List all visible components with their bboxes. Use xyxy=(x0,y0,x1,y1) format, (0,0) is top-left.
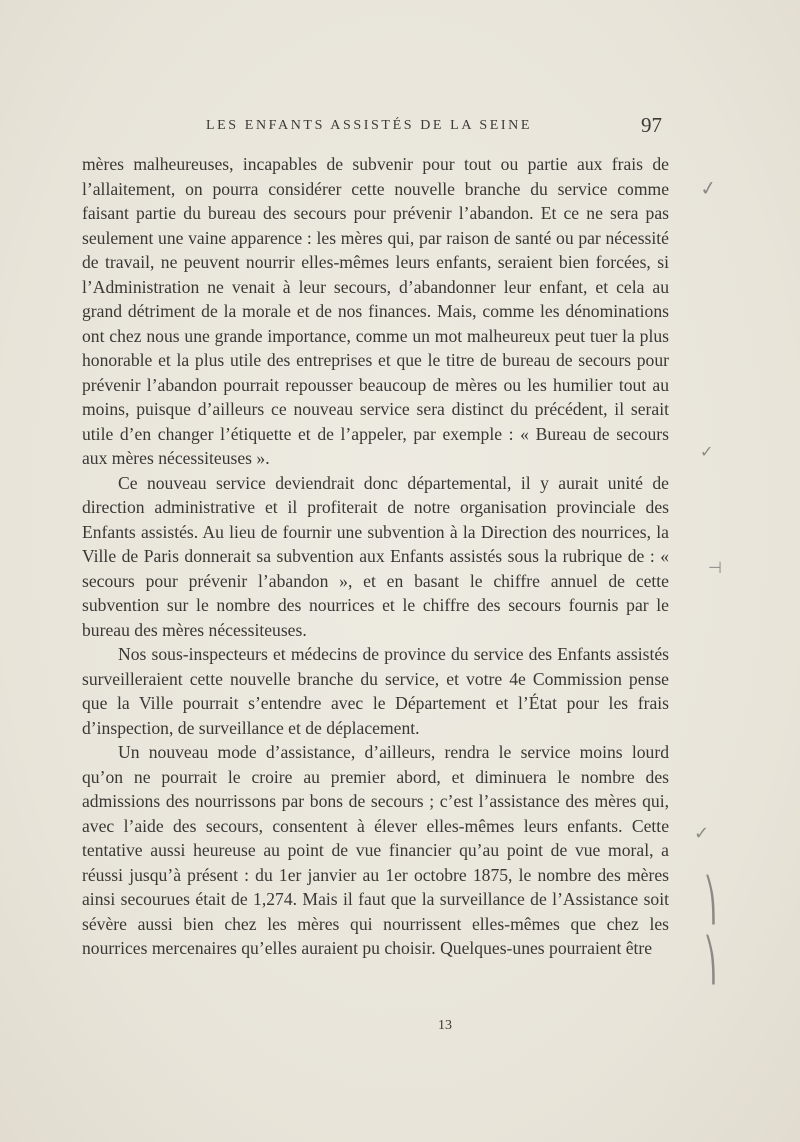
page-number: 97 xyxy=(641,113,662,137)
bracket-mark-icon: ⎞ xyxy=(704,877,717,925)
body-text xyxy=(82,152,669,961)
tick-mark-icon: ⊣ xyxy=(708,558,722,577)
check-mark-icon: ✓ xyxy=(700,442,714,461)
paragraph: Un nouveau mode d’assistance, d’ailleurs, rendra le service moins lourd qu’on ne pourrait le croire au premier abord, et diminuera le nombre des admissions des nourrissons par bons de secours ; c’est l’assistance des mères qui, avec l’aide des secours, consentent à élever elles-mêmes leurs enfants. Cette tentative aussi heureuse au point de vue financier qu’au point de vue moral, a réussi jusqu’à présent : du 1er janvier au 1er octobre 1875, le nombre des mères ainsi secourues était de 1,274. Mais il faut que la surveillance de l’Assistance soit sévère aussi bien chez les mères qui nourrissent elles-mêmes que chez les nourrices mercenaires qu’elles auraient pu choisir. Quelques-unes pourraient être xyxy=(82,742,669,958)
paragraph: Ce nouveau service deviendrait donc départemental, il y aurait unité de direction administrative et il profiterait de notre organisation provinciale des Enfants assistés. Au lieu de fournir une subvention à la Direction des nourrices, la Ville de Paris donnerait sa subvention aux Enfants assistés sous la rubrique de : « secours pour prévenir l’abandon », et en basant le chiffre annuel de cette subvention sur le nombre des nourrices et le chiffre des secours fournis par le bureau des mères nécessiteuses. xyxy=(82,472,669,640)
page-header xyxy=(82,113,670,140)
paragraph: Nos sous-inspecteurs et médecins de province du service des Enfants assistés surveilleraient cette nouvelle branche du service, et votre 4e Commission pense que la Ville pourrait s’entendre avec le Département et l’État pour les frais d’inspection, de surveillance et de déplacement. xyxy=(82,644,669,738)
running-head: LES ENFANTS ASSISTÉS DE LA SEINE xyxy=(206,118,533,133)
bracket-mark-icon: ⎞ xyxy=(704,937,717,985)
check-mark-icon: ✓ xyxy=(694,823,710,844)
signature-mark: 13 xyxy=(438,1018,452,1033)
paragraph: mères malheureuses, incapables de subvenir pour tout ou partie aux frais de l’allaitement, on pourra considérer cette nouvelle branche du service comme faisant partie du bureau des secours pour prévenir l’abandon. Et ce ne sera pas seulement une vaine apparence : les mères qui, par raison de santé ou par nécessité de travail, ne peuvent nourrir elles-mêmes leurs enfants, seraient bien forcées, si l’Administration ne venait à leur secours, d’abandonner leur enfant, et cela au grand détriment de la morale et de nos finances. Mais, comme les dénominations ont chez nous une grande importance, comme un mot malheureux peut tuer la plus honorable et la plus utile des entreprises et que le titre de bureau de secours pour prévenir l’abandon pourrait repousser beaucoup de mères ou les humilier tout au moins, puisque d’ailleurs ce nouveau service sera distinct du précédent, il serait utile d’en changer l’étiquette et de l’appeler, par exemple : « Bureau de secours aux mères nécessiteuses ». xyxy=(82,154,669,468)
check-mark-icon: ✓ xyxy=(698,174,719,202)
